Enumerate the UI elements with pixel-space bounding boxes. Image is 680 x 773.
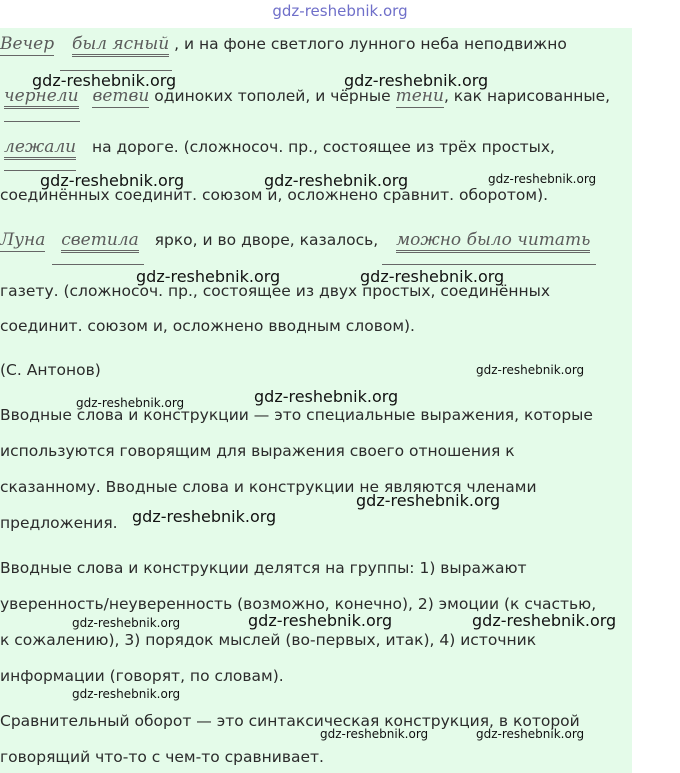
watermark: gdz-reshebnik.org [264, 171, 409, 190]
site-header[interactable]: gdz-reshebnik.org [272, 2, 408, 20]
subject-vetvi: ветви [92, 86, 150, 106]
sentence2-line1 [0, 230, 590, 250]
predicate-underline [52, 264, 144, 265]
sentence2-text1: ярко, и во дворе, казалось, [154, 231, 379, 249]
watermark: gdz-reshebnik.org [476, 363, 585, 377]
predicate-lezhali: лежали [4, 137, 76, 160]
sentence1-line3 [0, 137, 555, 157]
subject-luna: Луна [0, 230, 46, 250]
author-attribution: (С. Антонов) [0, 361, 101, 379]
watermark: gdz-reshebnik.org [344, 71, 489, 90]
watermark: gdz-reshebnik.org [136, 267, 281, 286]
predicate-cherneli: чернели [4, 86, 79, 109]
sentence1-line1 [0, 34, 567, 54]
watermark: gdz-reshebnik.org [132, 507, 277, 526]
watermark: gdz-reshebnik.org [248, 611, 393, 630]
sentence2-line3: соединит. союзом и, осложнено вводным словом). [0, 317, 415, 335]
predicate-underline [382, 264, 596, 265]
sentence1-text1: , и на фоне светлого лунного неба неподвижно [174, 35, 567, 53]
watermark: gdz-reshebnik.org [476, 727, 585, 741]
paragraph2-line2: уверенность/неуверенность (возможно, конечно), 2) эмоции (к счастью, [0, 595, 597, 613]
paragraph2-line1: Вводные слова и конструкции делятся на группы: 1) выражают [0, 559, 527, 577]
paragraph1-line2: используются говорящим для выражения своего отношения к [0, 442, 515, 460]
subject-teni: тени [395, 86, 444, 106]
sentence2-line2: газету. (сложносоч. пр., состоящее из двух простых, соединённых [0, 282, 551, 300]
watermark: gdz-reshebnik.org [254, 387, 399, 406]
watermark: gdz-reshebnik.org [72, 616, 181, 630]
sentence1-text2b: , как нарисованные, [443, 87, 611, 105]
paragraph1-line4: предложения. [0, 514, 118, 532]
watermark: gdz-reshebnik.org [40, 171, 185, 190]
watermark: gdz-reshebnik.org [76, 396, 185, 410]
sentence1-text2a: одиноких тополей, и чёрные [154, 87, 391, 105]
subject-vecher: Вечер [0, 34, 55, 54]
watermark: gdz-reshebnik.org [472, 611, 617, 630]
watermark: gdz-reshebnik.org [488, 172, 597, 186]
sentence1-line4: соединённых соединит. союзом и, осложнено сравнит. оборотом). [0, 186, 549, 204]
sentence1-text3: на дороге. (сложносоч. пр., состоящее из трёх простых, [92, 138, 555, 156]
paragraph3-line2: говорящий что-то с чем-то сравнивает. [0, 748, 324, 766]
predicate-svetila: светила [61, 230, 139, 253]
paragraph1-line1: Вводные слова и конструкции — это специальные выражения, которые [0, 406, 593, 424]
watermark: gdz-reshebnik.org [360, 267, 505, 286]
paragraph3-line1: Сравнительный оборот — это синтаксическая конструкция, в которой [0, 712, 580, 730]
predicate-byl-yasny: был ясный [72, 34, 169, 57]
predicate-underline [4, 121, 80, 122]
watermark: gdz-reshebnik.org [72, 687, 181, 701]
paragraph2-line3: к сожалению), 3) порядок мыслей (во-первых, итак), 4) источник [0, 631, 537, 649]
predicate-mozhno-bylo-chitat: можно было читать [396, 230, 590, 253]
watermark: gdz-reshebnik.org [320, 727, 429, 741]
paragraph2-line4: информации (говорят, по словам). [0, 667, 284, 685]
paragraph1-line3: сказанному. Вводные слова и конструкции не являются членами [0, 478, 537, 496]
watermark: gdz-reshebnik.org [32, 71, 177, 90]
watermark: gdz-reshebnik.org [356, 491, 501, 510]
